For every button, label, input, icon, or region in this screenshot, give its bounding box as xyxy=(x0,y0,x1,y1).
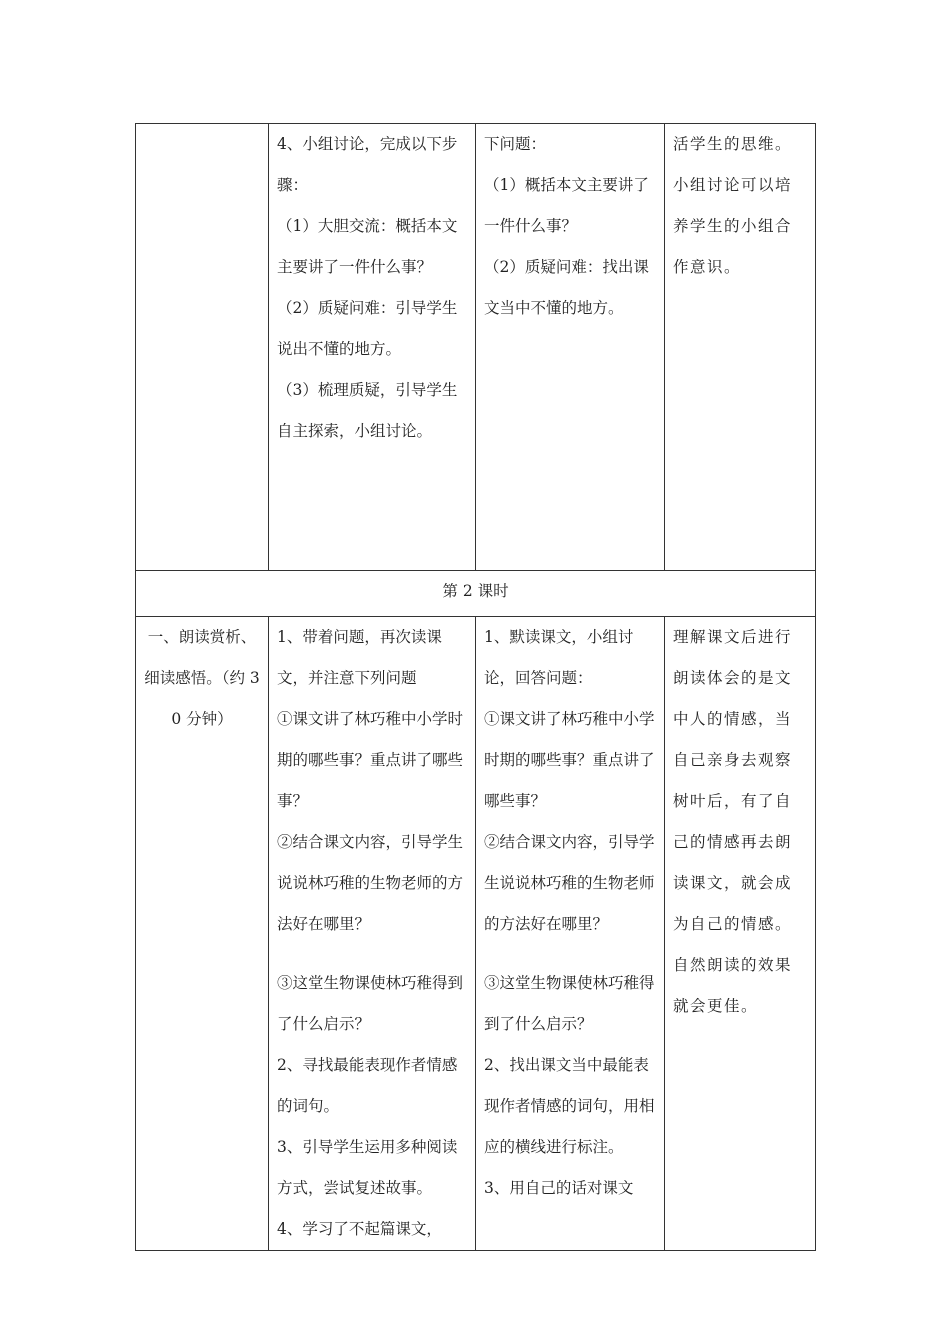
row3-stage-cell xyxy=(136,617,269,1251)
design-intent: 小组讨论可以培养学生的小组合作意识。 xyxy=(673,176,793,276)
row1-stage-cell xyxy=(136,124,269,571)
teacher-step: 3、引导学生运用多种阅读方式，尝试复述故事。 xyxy=(277,1138,458,1197)
design-intent: 活学生的思维。 xyxy=(673,135,793,153)
teacher-step: ③这堂生物课使林巧稚得到了什么启示？ xyxy=(277,974,464,1033)
teacher-step: 2、寻找最能表现作者情感的词句。 xyxy=(277,1056,458,1115)
teacher-step: ①课文讲了林巧稚中小学时期的哪些事？重点讲了哪些事？ xyxy=(277,710,464,810)
design-intent: 理解课文后进行朗读体会的是文中人的情感，当自己亲身去观察树叶后，有了自己的情感再去朗读课文，就会成为自己的情感。 xyxy=(673,628,793,933)
lesson-period-header: 第 2 课时 xyxy=(136,571,816,617)
teacher-step: 1、带着问题，再次读课文，并注意下列问题 xyxy=(277,628,442,687)
student-step: ①课文讲了林巧稚中小学时期的哪些事？重点讲了哪些事？ xyxy=(484,710,655,810)
row3-intent-cell xyxy=(665,617,816,1251)
student-step: （2）质疑问难：找出课文当中不懂的地方。 xyxy=(484,258,649,317)
teacher-step: （3）梳理质疑，引导学生自主探索，小组讨论。 xyxy=(277,381,458,440)
row3-teacher-cell xyxy=(269,617,476,1251)
student-step: 1、默读课文，小组讨论，回答问题： xyxy=(484,628,634,687)
student-step: ③这堂生物课使林巧稚得到了什么启示？ xyxy=(484,974,655,1033)
design-intent: 自然朗读的效果就会更佳。 xyxy=(673,956,793,1015)
teacher-step: （2）质疑问难：引导学生说出不懂的地方。 xyxy=(277,299,458,358)
student-step: （1）概括本文主要讲了一件什么事？ xyxy=(484,176,649,235)
student-step: 3、用自己的话对课文 xyxy=(484,1179,634,1197)
row1-student-cell xyxy=(476,124,665,571)
teacher-step: （1）大胆交流：概括本文主要讲了一件什么事？ xyxy=(277,217,458,276)
student-step: 下问题： xyxy=(484,135,547,153)
teacher-step: ②结合课文内容，引导学生说说林巧稚的生物老师的方法好在哪里？ xyxy=(277,833,464,933)
teacher-step: 4、小组讨论，完成以下步骤： xyxy=(277,135,458,194)
table-row xyxy=(136,124,816,571)
table-row xyxy=(136,571,816,617)
lesson-plan-table xyxy=(135,123,816,1251)
row1-intent-cell xyxy=(665,124,816,571)
table-row xyxy=(136,617,816,1251)
spacer xyxy=(484,945,656,963)
row3-student-cell xyxy=(476,617,665,1251)
teacher-step: 4、学习了不起篇课文， xyxy=(277,1220,442,1238)
student-step: 2、找出课文当中最能表现作者情感的词句，用相应的横线进行标注。 xyxy=(484,1056,655,1156)
stage-label: 一、朗读赏析、细读感悟。（约 30 分钟） xyxy=(144,628,260,728)
spacer xyxy=(277,945,467,963)
row1-teacher-cell xyxy=(269,124,476,571)
student-step: ②结合课文内容，引导学生说说林巧稚的生物老师的方法好在哪里？ xyxy=(484,833,655,933)
